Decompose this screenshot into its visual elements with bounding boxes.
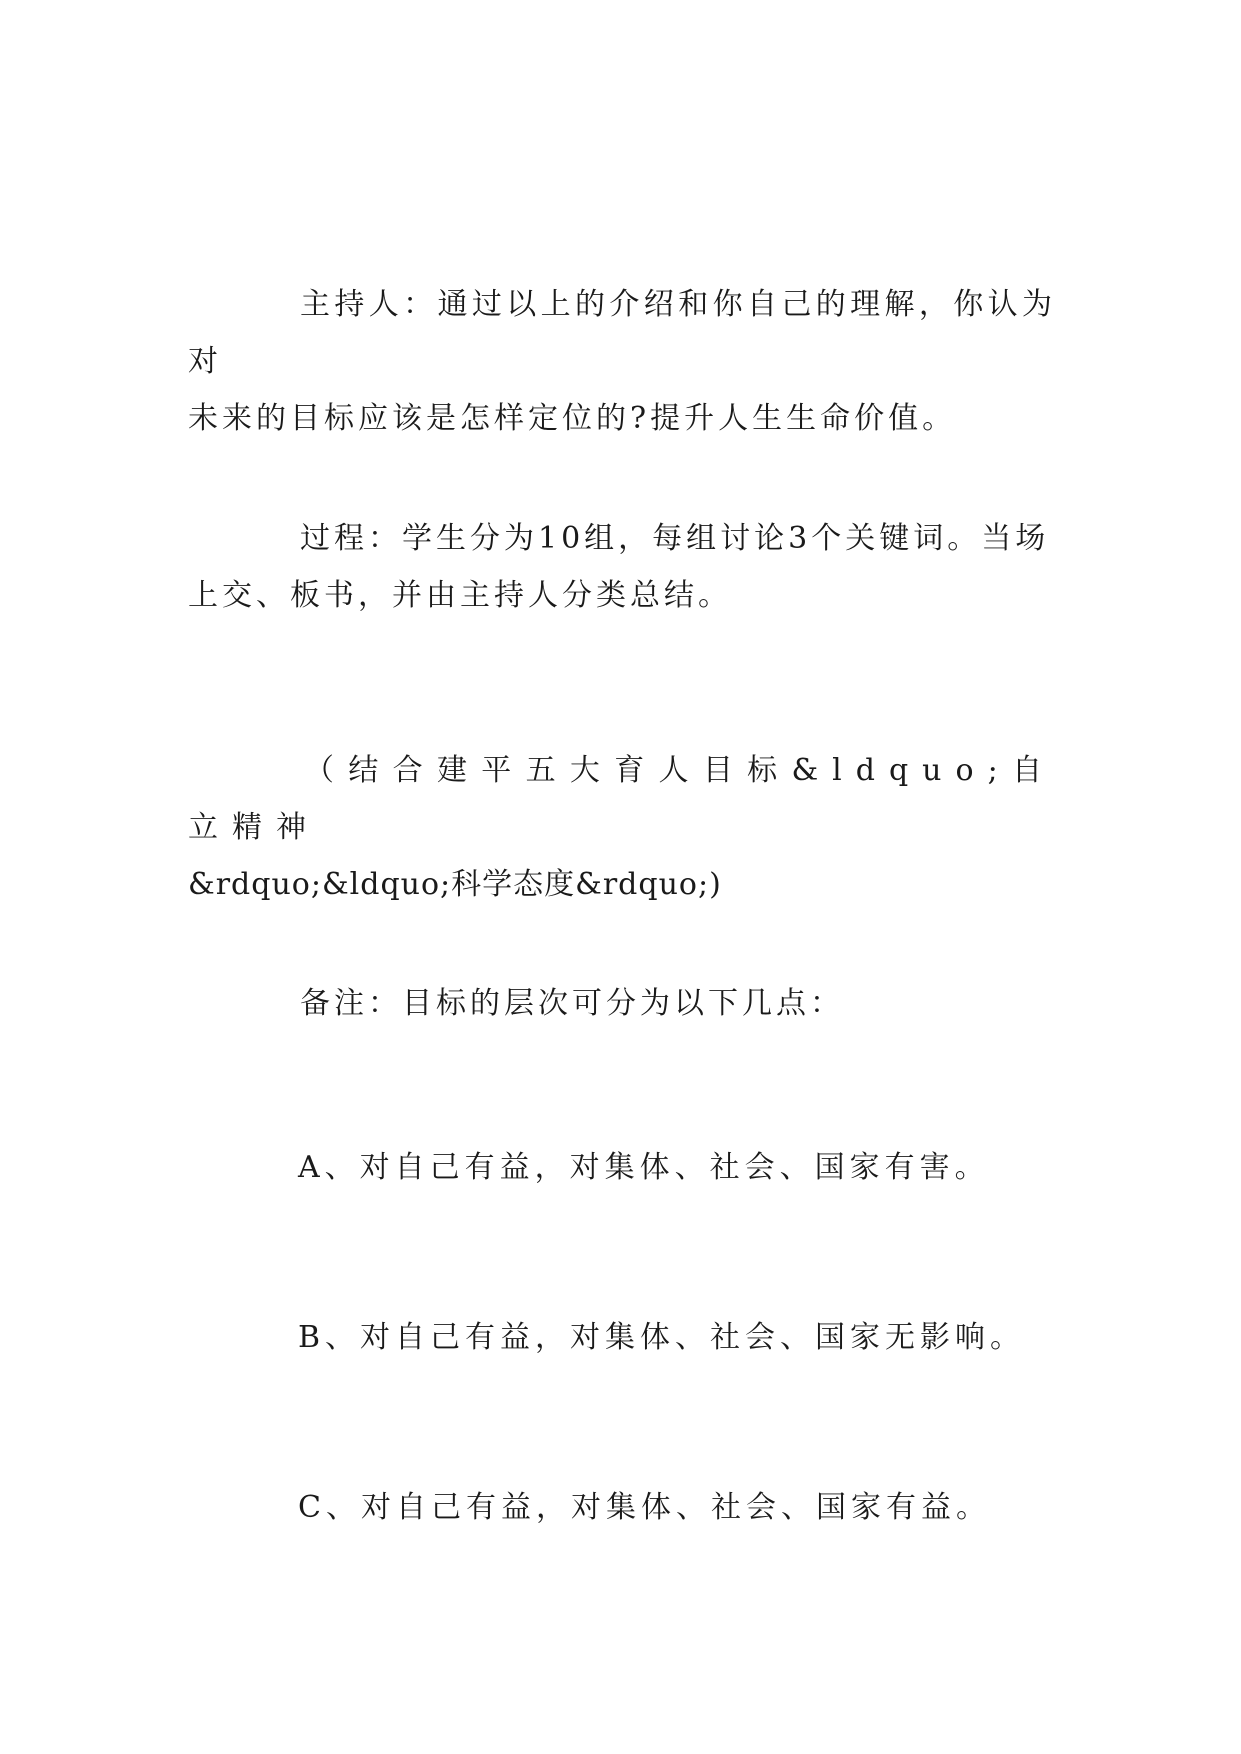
paragraph-line: （结合建平五大育人目标&ldquo;自立精神 bbox=[188, 753, 1056, 845]
paragraph-line: 备注：目标的层次可分为以下几点： bbox=[300, 986, 844, 1021]
list-item-c: C、对自己有益，对集体、社会、国家有益。 bbox=[298, 1490, 991, 1525]
process-paragraph bbox=[188, 510, 1056, 624]
paragraph-line: 过程：学生分为10组，每组讨论3个关键词。当场 bbox=[300, 521, 1050, 556]
list-item-b: B、对自己有益，对集体、社会、国家无影响。 bbox=[298, 1320, 1026, 1355]
paragraph-line: 未来的目标应该是怎样定位的?提升人生生命价值。 bbox=[188, 401, 957, 436]
paragraph-line: 上交、板书，并由主持人分类总结。 bbox=[188, 578, 732, 613]
list-item-a: A、对自己有益，对集体、社会、国家有害。 bbox=[298, 1150, 990, 1185]
remark-paragraph bbox=[188, 975, 1056, 1032]
note-goals-paragraph bbox=[188, 742, 1056, 913]
paragraph-line: &rdquo;&ldquo;科学态度&rdquo;) bbox=[188, 867, 722, 902]
paragraph-line: 主持人：通过以上的介绍和你自己的理解，你认为对 bbox=[188, 287, 1056, 379]
host-question-paragraph bbox=[188, 276, 1056, 447]
